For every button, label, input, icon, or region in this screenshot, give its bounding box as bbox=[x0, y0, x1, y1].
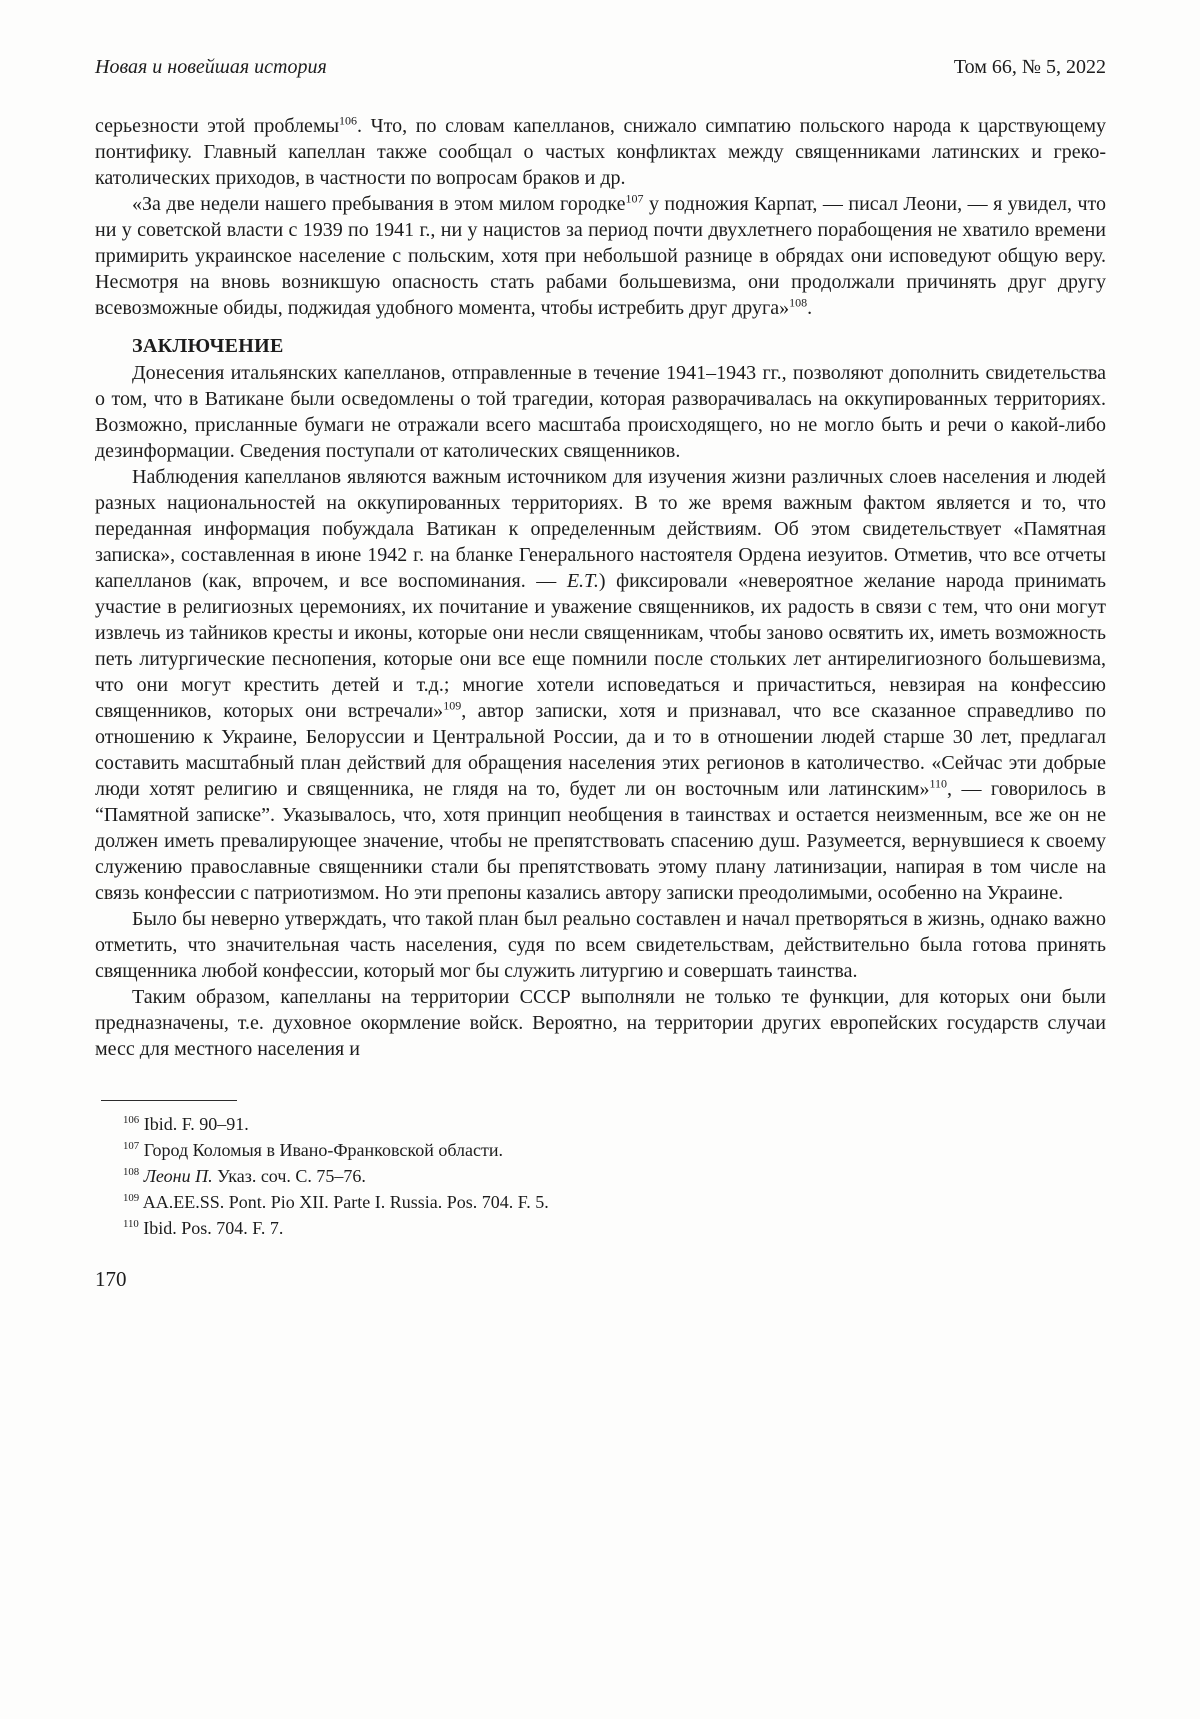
footnote-ref: 107 bbox=[123, 1140, 140, 1153]
paragraph: Наблюдения капелланов являются важным источником для изучения жизни различных слоев населения и людей разных национальностей на оккупированных территориях. В то же время важным фактом является и то, что переданная информация побуждала Ватикан к определенным действиям. Об этом свидетельствует «Памятная записка», составленная в июне 1942 г. на бланке Генерального настоятеля Ордена иезуитов. Отметив, что все отчеты капелланов (как, впрочем, и все воспоминания. — Е.Т.) фиксировали «невероятное желание народа принимать участие в религиозных церемониях, их почитание и уважение священников, их радость в связи с тем, что они могут извлечь из тайников кресты и иконы, которые они несли священникам, чтобы заново освятить их, иметь возможность петь литургические песнопения, которые они все еще помнили после стольких лет антирелигиозного большевизма, что они могут крестить детей и т.д.; многие хотели исповедаться и причаститься, невзирая на конфессию священников, которых они встречали»$^{109}$, автор записки, хотя и признавал, что все сказанное справедливо по отношению к Украине, Белоруссии и Центральной России, да и то в отношении людей старше 30 лет, предлагал составить масштабный план действий для обращения населения этих регионов в католичество. «Сейчас эти добрые люди хотят религию и священника, не глядя на то, будет ли он восточным или латинским»$^{110}$, — говорилось в “Памятной записке”. Указывалось, что, хотя принцип необщения в таинствах и остается неизменным, все же он не должен иметь превалирующее значение, чтобы не препятствовать спасению душ. Разумеется, вернувшиеся к своему служению православные священники стали бы препятствовать этому плану латинизации, напирая в том числе на связь конфессии с патриотизмом. Но эти препоны казались автору записки преодолимыми, особенно на Украине. bbox=[95, 466, 1106, 904]
footnote-ref: 106 bbox=[123, 1114, 140, 1126]
footnote: $^{106}$ Ibid. F. 90–91. bbox=[123, 1114, 249, 1134]
footnote-ref: 106 bbox=[339, 113, 358, 128]
article-body bbox=[95, 113, 1106, 1062]
footnote: $^{110}$ Ibid. Pos. 704. F. 7. bbox=[123, 1218, 284, 1239]
footnote-ref: 109 bbox=[443, 698, 462, 713]
italic-text: Е.Т. bbox=[566, 570, 599, 592]
footnote: $^{109}$ AA.EE.SS. Pont. Pio XII. Parte I. Russia. Pos. 704. F. 5. bbox=[123, 1192, 549, 1213]
journal-title: Новая и новейшая история bbox=[95, 56, 327, 78]
paragraph: Таким образом, капелланы на территории СССР выполняли не только те функции, для которых они были предназначены, т.е. духовное окормление войск. Вероятно, на территории других европейских государств случаи месс для местного населения и bbox=[95, 986, 1106, 1060]
footnote: $^{107}$ Город Коломыя в Ивано-Франковской области. bbox=[123, 1140, 504, 1161]
footnotes bbox=[95, 1111, 1106, 1241]
footnote-ref: 107 bbox=[625, 191, 644, 206]
paragraph-quote: «За две недели нашего пребывания в этом милом городке$^{107}$ у подножия Карпат, — писал Леони, — я увидел, что ни у советской власти с 1939 по 1941 г., ни у нацистов за период почти двухлетнего порабощения не хватило времени примирить украинское население с польским, хотя при небольшой разнице в обрядах они исповедуют общую веру. Несмотря на вновь возникшую опасность стать рабами большевизма, они продолжали причинять друг другу всевозможные обиды, поджидая удобного момента, чтобы истребить друг друга»$^{108}$. bbox=[95, 191, 1106, 319]
footnote-ref: 108 bbox=[123, 1166, 140, 1179]
italic-text: Леони П. bbox=[143, 1166, 213, 1187]
footnote-ref: 108 bbox=[789, 295, 808, 310]
footnote-ref: 109 bbox=[123, 1192, 140, 1205]
running-head bbox=[95, 56, 1106, 79]
issue-info: Том 66, № 5, 2022 bbox=[953, 56, 1106, 78]
paragraph-continuation: серьезности этой проблемы$^{106}$. Что, по словам капелланов, снижало симпатию польского народа к царствующему понтифику. Главный капеллан также сообщал о частых конфликтах между священниками латинских и греко-католических приходов, в частности по вопросам браков и др. bbox=[95, 113, 1106, 189]
paragraph: Донесения итальянских капелланов, отправленные в течение 1941–1943 гг., позволяют дополнить свидетельства о том, что в Ватикане были осведомлены о той трагедии, которая разворачивалась на оккупированных территориях. Возможно, присланные бумаги не отражали всего масштаба происходящего, но не могло быть и речи о какой-либо дезинформации. Сведения поступали от католических священников. bbox=[95, 362, 1106, 462]
footnote-separator bbox=[101, 1100, 237, 1101]
footnote: $^{108}$ Леони П. Указ. соч. С. 75–76. bbox=[123, 1166, 366, 1187]
footnote-ref: 110 bbox=[123, 1218, 139, 1231]
footnote-ref: 110 bbox=[929, 776, 948, 791]
paragraph: Было бы неверно утверждать, что такой план был реально составлен и начал претворяться в жизнь, однако важно отметить, что значительная часть населения, судя по всем свидетельствам, действительно была готова принять священника любой конфессии, который мог бы служить литургию и совершать таинства. bbox=[95, 908, 1106, 982]
page-footer bbox=[95, 1100, 1106, 1292]
page-number: 170 bbox=[95, 1267, 127, 1292]
section-heading: ЗАКЛЮЧЕНИЕ bbox=[132, 335, 284, 357]
